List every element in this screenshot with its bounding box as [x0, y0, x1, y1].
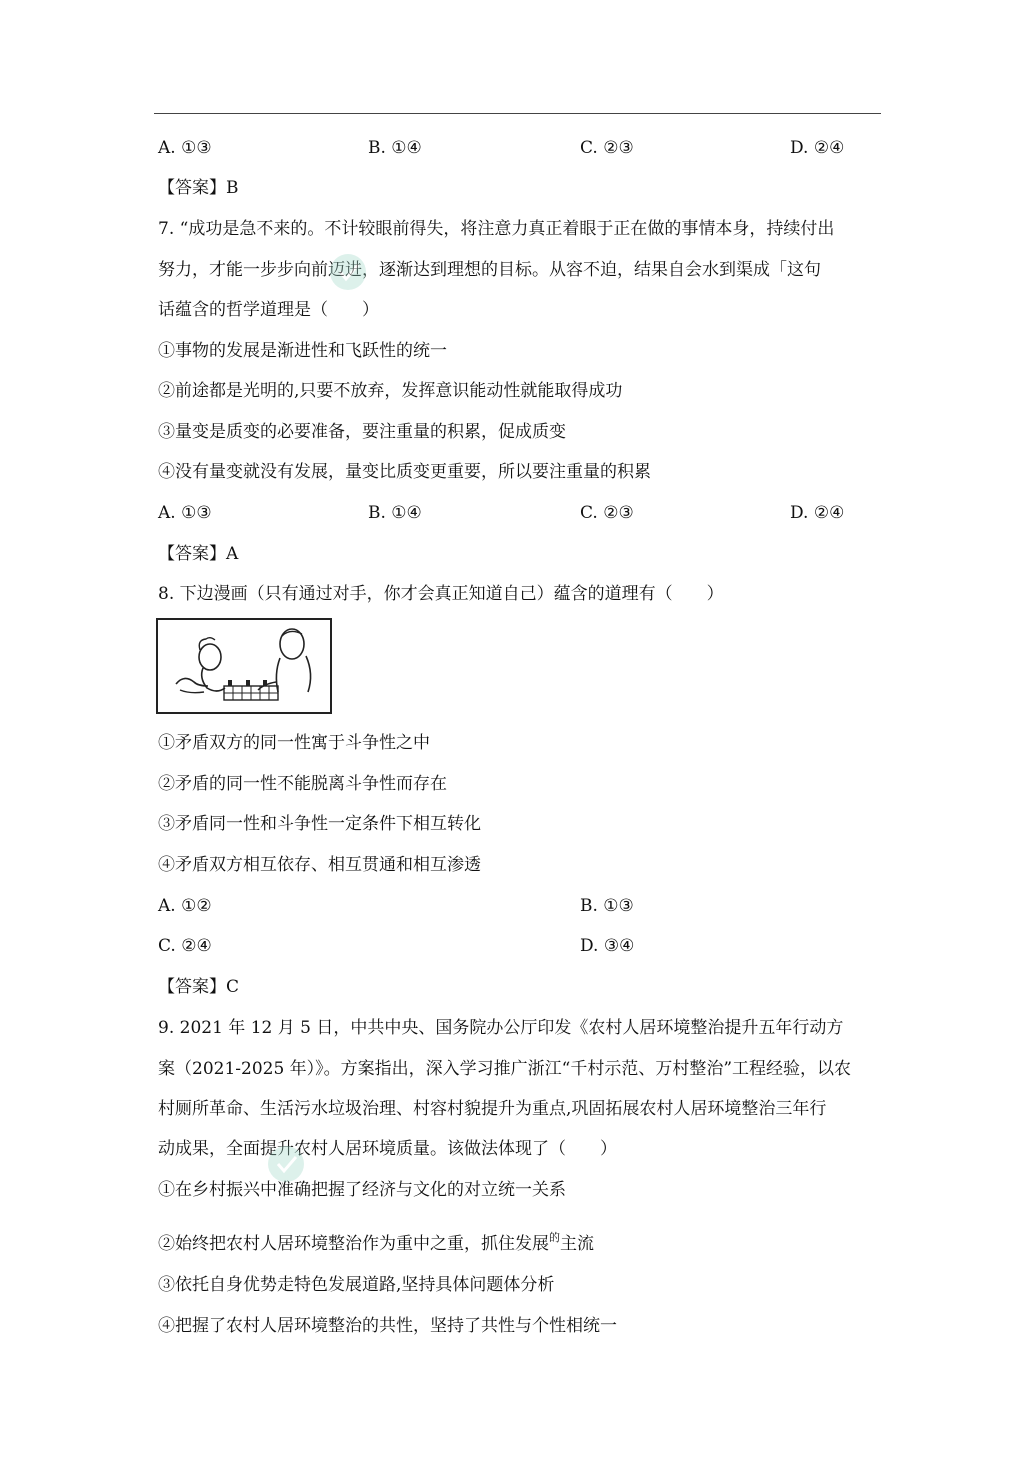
q6-option-c: C. ②③: [580, 138, 634, 158]
q7-item-4: ④没有量变就没有发展，量变比质变更重要，所以要注重量的积累: [158, 462, 651, 482]
watermark-logo-bottom: [264, 1114, 374, 1202]
q8-stem: 8. 下边漫画（只有通过对手，你才会真正知道自己）蕴含的道理有（ ）: [158, 584, 724, 604]
q9-item-2-tail: 主流: [560, 1234, 594, 1254]
header-rule: [154, 113, 881, 114]
q9-item-2: [158, 1226, 594, 1256]
q7-answer: 【答案】A: [158, 544, 239, 564]
q7-item-2: ②前途都是光明的,只要不放弃，发挥意识能动性就能取得成功: [158, 381, 623, 401]
q8-option-d: D. ③④: [580, 936, 635, 956]
q6-option-a: A. ①③: [158, 138, 212, 158]
q8-item-4: ④矛盾双方相互依存、相互贯通和相互渗透: [158, 855, 481, 875]
q7-option-b: B. ①④: [368, 503, 422, 523]
q8-answer: 【答案】C: [158, 977, 240, 997]
q8-option-c: C. ②④: [158, 936, 212, 956]
q9-item-2-text: ②始终把农村人居环境整治作为重中之重，抓住发展: [158, 1234, 549, 1254]
q7-option-d: D. ②④: [790, 503, 845, 523]
q9-stem-line-3: 村厕所革命、生活污水垃圾治理、村容村貌提升为重点,巩固拓展农村人居环境整治三年行: [158, 1099, 827, 1119]
q7-item-3: ③量变是质变的必要准备，要注重量的积累，促成质变: [158, 422, 566, 442]
q6-option-b: B. ①④: [368, 138, 422, 158]
q6-answer: 【答案】B: [158, 178, 239, 198]
chess-cartoon-image: [156, 618, 332, 714]
q8-option-b: B. ①③: [580, 896, 634, 916]
q7-stem-line-1: 7. “成功是急不来的。不计较眼前得失，将注意力真正着眼于正在做的事情本身，持续付出: [158, 219, 835, 239]
q7-stem-line-2: 努力，才能一步步向前迈进，逐渐达到理想的目标。从容不迫，结果自会水到渠成「这句: [158, 260, 821, 280]
q9-item-1: ①在乡村振兴中准确把握了经济与文化的对立统一关系: [158, 1180, 566, 1200]
q9-item-2-sup: 的: [549, 1231, 560, 1244]
q8-item-3: ③矛盾同一性和斗争性一定条件下相互转化: [158, 814, 481, 834]
q9-item-4: ④把握了农村人居环境整治的共性，坚持了共性与个性相统一: [158, 1316, 617, 1336]
q7-stem-line-3: 话蕴含的哲学道理是（ ）: [158, 300, 379, 320]
q9-stem-line-4: 动成果，全面提升农村人居环境质量。该做法体现了（ ）: [158, 1139, 617, 1159]
q9-stem-line-2: 案（2021-2025 年）》。方案指出，深入学习推广浙江“千村示范、万村整治”工程经验，以农: [158, 1059, 852, 1079]
watermark-logo-top: [328, 220, 438, 308]
q7-option-c: C. ②③: [580, 503, 634, 523]
q9-item-3: ③依托自身优势走特色发展道路,坚持具体问题体分析: [158, 1275, 555, 1295]
q8-option-a: A. ①②: [158, 896, 212, 916]
q7-item-1: ①事物的发展是渐进性和飞跃性的统一: [158, 341, 447, 361]
q7-option-a: A. ①③: [158, 503, 212, 523]
q8-item-1: ①矛盾双方的同一性寓于斗争性之中: [158, 733, 430, 753]
q9-stem-line-1: 9. 2021 年 12 月 5 日，中共中央、国务院办公厅印发《农村人居环境整治提升五年行动方: [158, 1018, 844, 1038]
q6-option-d: D. ②④: [790, 138, 845, 158]
q8-item-2: ②矛盾的同一性不能脱离斗争性而存在: [158, 774, 447, 794]
